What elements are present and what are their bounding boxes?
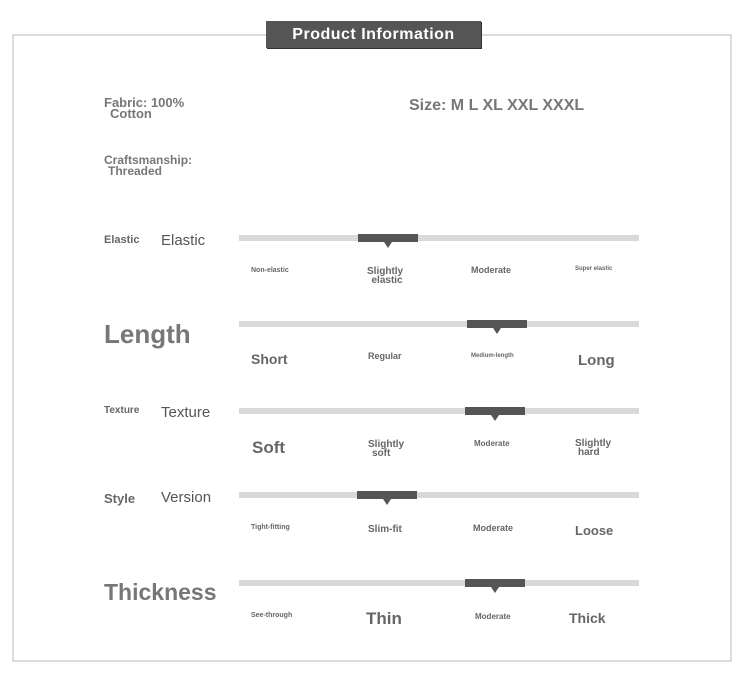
style-option-tight-fitting: Tight-fitting [251,524,290,531]
elastic-option-non-elastic: Non-elastic [251,267,289,274]
length-label: Length [104,319,191,349]
texture-scale-marker [465,407,525,415]
elastic-scale-marker [358,234,418,242]
thickness-scale-bar [239,580,639,586]
texture-option-slightly-hard [575,439,611,457]
texture-option-slightly-soft-line-2: soft [372,448,391,459]
texture-option-slightly-soft [368,440,404,458]
elastic-option-slightly-elastic-line-1: Slightly [367,266,404,277]
elastic-label-alt: Elastic [161,232,206,249]
elastic-option-super-elastic: Super elastic [575,266,613,272]
texture-option-slightly-hard-line-2: hard [578,447,600,458]
craftsmanship-line-1: Craftsmanship: [104,153,193,167]
texture-label: Texture [104,405,140,416]
thickness-option-thin: Thin [366,609,402,628]
style-label-alt: Version [161,489,212,506]
fabric-label [104,97,214,119]
section-title-banner: Product Information [266,21,481,48]
texture-label-alt: Texture [161,404,211,421]
style-label: Style [104,491,136,506]
length-option-long: Long [578,352,615,369]
style-option-loose: Loose [575,523,614,538]
length-option-regular: Regular [368,351,402,361]
texture-option-slightly-hard-line-1: Slightly [575,438,612,449]
texture-option-slightly-soft-line-1: Slightly [368,439,405,450]
thickness-option-thick: Thick [569,610,606,626]
elastic-scale-bar [239,235,639,241]
craftsmanship-label [104,155,214,177]
texture-option-moderate: Moderate [474,439,510,448]
style-option-slim-fit: Slim-fit [368,524,402,535]
style-scale-marker [357,491,417,499]
thickness-option-see-through: See-through [251,612,293,619]
craftsmanship-line-2: Threaded [108,164,163,178]
fabric-line-1: Fabric: 100% [104,95,185,110]
length-scale-marker [467,320,527,328]
texture-scale-bar [239,408,639,414]
elastic-option-slightly-elastic [367,267,403,285]
elastic-label: Elastic [104,234,140,246]
length-option-short: Short [251,351,288,367]
elastic-option-moderate: Moderate [471,265,512,275]
thickness-scale-marker [465,579,525,587]
length-option-medium-length: Medium-length [471,353,514,359]
thickness-option-moderate: Moderate [475,612,511,621]
fabric-line-2: Cotton [110,106,152,121]
length-scale-bar [239,321,639,327]
size-label: Size: M L XL XXL XXXL [409,97,585,114]
texture-option-soft: Soft [252,438,286,457]
style-scale-bar [239,492,639,498]
style-option-moderate: Moderate [473,523,514,533]
elastic-option-slightly-elastic-line-2: elastic [371,275,403,286]
thickness-label: Thickness [104,579,217,605]
